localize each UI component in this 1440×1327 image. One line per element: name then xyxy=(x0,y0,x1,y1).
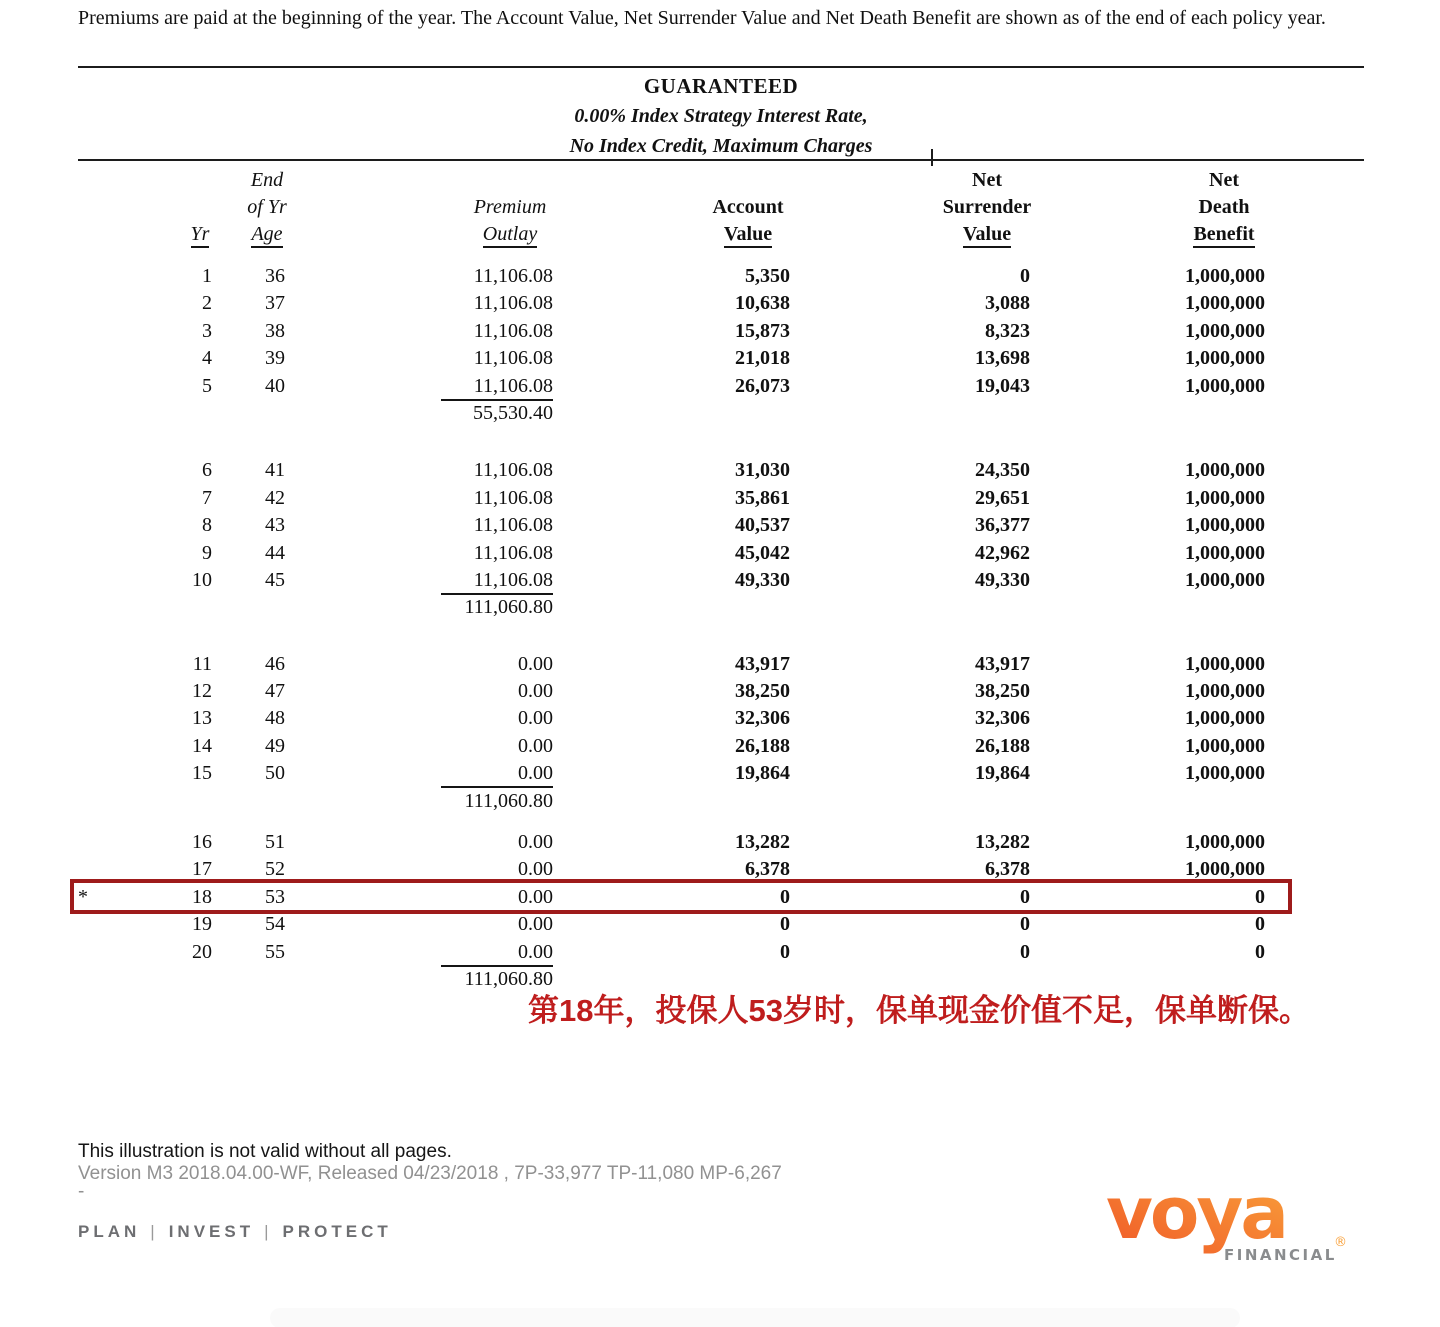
voya-wordmark: voya xyxy=(1106,1176,1286,1255)
cell-account-value: 0 xyxy=(780,913,790,936)
table-row-year-14 xyxy=(78,733,1372,760)
cell-net-death-benefit: 1,000,000 xyxy=(1185,541,1265,564)
cell-premium-outlay: 0.00 xyxy=(518,707,553,730)
cell-age: 37 xyxy=(265,292,285,315)
cell-age: 46 xyxy=(265,652,285,675)
cell-premium-outlay: 0.00 xyxy=(518,858,553,881)
cell-yr: 4 xyxy=(202,347,212,370)
lapse-annotation: 第18年，投保人53岁时，保单现金价值不足，保单断保。 xyxy=(528,993,1310,1028)
cell-age: 54 xyxy=(265,913,285,936)
cell-age: 40 xyxy=(265,374,285,397)
cell-net-surrender-value: 0 xyxy=(1020,913,1030,936)
values-table xyxy=(78,263,1372,993)
cell-account-value: 49,330 xyxy=(735,568,790,591)
cell-account-value: 45,042 xyxy=(735,541,790,564)
cell-net-death-benefit: 0 xyxy=(1255,885,1265,908)
tagline-separator: | xyxy=(264,1222,273,1241)
version-line: Version M3 2018.04.00-WF, Released 04/23/2018 , 7P-33,977 TP-11,080 MP-6,267 xyxy=(78,1163,782,1184)
premium-subtotal-value: 111,060.80 xyxy=(464,596,553,619)
premium-subtotal-value: 111,060.80 xyxy=(464,789,553,812)
cell-net-death-benefit: 1,000,000 xyxy=(1185,514,1265,537)
table-row-year-18 xyxy=(78,884,1372,911)
cell-account-value: 40,537 xyxy=(735,514,790,537)
cell-account-value: 15,873 xyxy=(735,319,790,342)
premium-subtotal-row xyxy=(78,400,1372,427)
cell-net-surrender-value: 8,323 xyxy=(985,319,1030,342)
cell-account-value: 32,306 xyxy=(735,707,790,730)
table-row-year-7 xyxy=(78,485,1372,512)
cell-net-death-benefit: 1,000,000 xyxy=(1185,652,1265,675)
brand-tagline xyxy=(78,1222,392,1242)
tagline-separator: | xyxy=(150,1222,159,1241)
cell-yr: 3 xyxy=(202,319,212,342)
table-row-year-6 xyxy=(78,457,1372,484)
column-header-yr: Yr xyxy=(160,167,240,248)
registered-mark-icon: ® xyxy=(1334,1235,1347,1250)
cell-yr: 13 xyxy=(192,707,212,730)
cell-net-death-benefit: 1,000,000 xyxy=(1185,459,1265,482)
cell-age: 43 xyxy=(265,514,285,537)
cell-premium-outlay: 0.00 xyxy=(328,939,553,966)
cell-premium-outlay: 11,106.08 xyxy=(473,541,553,564)
cell-net-death-benefit: 1,000,000 xyxy=(1185,486,1265,509)
cell-net-surrender-value: 42,962 xyxy=(975,541,1030,564)
table-row-year-2 xyxy=(78,290,1372,317)
table-row-year-12 xyxy=(78,678,1372,705)
horizontal-rule-header xyxy=(78,159,1364,161)
cell-premium-outlay: 11,106.08 xyxy=(328,373,553,400)
cell-net-surrender-value: 24,350 xyxy=(975,459,1030,482)
column-header-age: End of Yr Age xyxy=(227,167,307,248)
cell-premium-outlay: 11,106.08 xyxy=(473,514,553,537)
cell-account-value: 26,188 xyxy=(735,734,790,757)
cell-net-death-benefit: 1,000,000 xyxy=(1185,707,1265,730)
cell-yr: 5 xyxy=(202,374,212,397)
cell-account-value: 43,917 xyxy=(735,652,790,675)
tagline-plan: PLAN xyxy=(78,1222,141,1241)
cell-net-surrender-value: 32,306 xyxy=(975,707,1030,730)
validity-note: This illustration is not valid without all pages. xyxy=(78,1141,452,1162)
intro-paragraph: Premiums are paid at the beginning of the year. The Account Value, Net Surrender Value and Net Death Benefit are shown as of the end of each policy year. xyxy=(78,7,1326,29)
cell-net-surrender-value: 26,188 xyxy=(975,734,1030,757)
column-header-net-death-benefit: Net Death Benefit xyxy=(1144,167,1304,248)
cell-account-value: 6,378 xyxy=(745,858,790,881)
bottom-overlay-bar xyxy=(270,1308,1240,1327)
premium-subtotal-value: 55,530.40 xyxy=(473,401,553,424)
cell-account-value: 31,030 xyxy=(735,459,790,482)
cell-age: 48 xyxy=(265,707,285,730)
table-row-year-3 xyxy=(78,318,1372,345)
table-row-year-20 xyxy=(78,939,1372,966)
cell-net-surrender-value: 43,917 xyxy=(975,652,1030,675)
cell-net-surrender-value: 6,378 xyxy=(985,858,1030,881)
cell-yr: 15 xyxy=(192,762,212,785)
cell-net-surrender-value: 3,088 xyxy=(985,292,1030,315)
table-row-year-1 xyxy=(78,263,1372,290)
cell-account-value: 38,250 xyxy=(735,680,790,703)
cell-yr: 9 xyxy=(202,541,212,564)
cell-age: 55 xyxy=(265,940,285,963)
cell-net-surrender-value: 0 xyxy=(1020,265,1030,287)
cell-net-death-benefit: 1,000,000 xyxy=(1185,831,1265,854)
cell-net-death-benefit: 1,000,000 xyxy=(1185,319,1265,342)
cell-age: 50 xyxy=(265,762,285,785)
cell-yr: 12 xyxy=(192,680,212,703)
horizontal-rule-top xyxy=(78,66,1364,68)
cell-account-value: 21,018 xyxy=(735,347,790,370)
table-row-year-11 xyxy=(78,651,1372,678)
cell-account-value: 0 xyxy=(780,885,790,908)
cell-yr: 19 xyxy=(192,913,212,936)
tagline-invest: INVEST xyxy=(168,1222,255,1241)
cell-premium-outlay: 11,106.08 xyxy=(473,319,553,342)
cell-age: 44 xyxy=(265,541,285,564)
table-row-year-5 xyxy=(78,373,1372,400)
premium-subtotal-value: 111,060.80 xyxy=(464,967,553,990)
cell-net-death-benefit: 0 xyxy=(1255,940,1265,963)
cell-net-surrender-value: 38,250 xyxy=(975,680,1030,703)
table-row-year-15 xyxy=(78,760,1372,787)
cell-premium-outlay: 0.00 xyxy=(518,913,553,936)
premium-subtotal-row xyxy=(78,788,1372,815)
column-header-net-surrender-value: Net Surrender Value xyxy=(907,167,1067,248)
scenario-subtitle-charges: No Index Credit, Maximum Charges xyxy=(569,135,873,157)
cell-account-value: 26,073 xyxy=(735,374,790,397)
cell-net-death-benefit: 1,000,000 xyxy=(1185,762,1265,785)
cell-account-value: 5,350 xyxy=(745,265,790,287)
cell-age: 52 xyxy=(265,858,285,881)
cell-premium-outlay: 0.00 xyxy=(518,885,553,908)
cell-account-value: 13,282 xyxy=(735,831,790,854)
cell-net-death-benefit: 1,000,000 xyxy=(1185,568,1265,591)
cell-net-surrender-value: 13,698 xyxy=(975,347,1030,370)
cell-yr: 1 xyxy=(202,265,212,287)
cell-yr: 18 xyxy=(192,885,212,908)
scenario-subtitle-rate: 0.00% Index Strategy Interest Rate, xyxy=(574,105,868,127)
cell-net-death-benefit: 1,000,000 xyxy=(1185,858,1265,881)
cell-age: 47 xyxy=(265,680,285,703)
cell-age: 51 xyxy=(265,831,285,854)
block-spacer xyxy=(78,815,1372,829)
cell-net-death-benefit: 1,000,000 xyxy=(1185,734,1265,757)
tagline-protect: PROTECT xyxy=(282,1222,392,1241)
cell-age: 38 xyxy=(265,319,285,342)
cell-account-value: 0 xyxy=(780,940,790,963)
cell-net-surrender-value: 0 xyxy=(1020,940,1030,963)
cell-age: 41 xyxy=(265,459,285,482)
scenario-title: GUARANTEED xyxy=(643,74,799,98)
table-row-year-9 xyxy=(78,540,1372,567)
cell-yr: 17 xyxy=(192,858,212,881)
lapse-marker-asterisk: * xyxy=(78,885,88,908)
cell-age: 49 xyxy=(265,734,285,757)
cell-net-death-benefit: 1,000,000 xyxy=(1185,292,1265,315)
premium-subtotal-row xyxy=(78,594,1372,621)
cell-yr: 14 xyxy=(192,734,212,757)
financial-wordmark: FINANCIAL xyxy=(1224,1246,1337,1264)
cell-age: 39 xyxy=(265,347,285,370)
cell-net-surrender-value: 19,043 xyxy=(975,374,1030,397)
footer-dash: - xyxy=(78,1181,85,1202)
table-row-year-10 xyxy=(78,567,1372,594)
table-row-year-16 xyxy=(78,829,1372,856)
cell-account-value: 10,638 xyxy=(735,292,790,315)
cell-premium-outlay: 11,106.08 xyxy=(473,265,553,287)
cell-account-value: 19,864 xyxy=(735,762,790,785)
cell-yr: 7 xyxy=(202,486,212,509)
block-spacer xyxy=(78,427,1372,457)
cell-net-death-benefit: 1,000,000 xyxy=(1185,265,1265,287)
cell-premium-outlay: 0.00 xyxy=(518,680,553,703)
cell-net-death-benefit: 1,000,000 xyxy=(1185,347,1265,370)
cell-age: 42 xyxy=(265,486,285,509)
cell-premium-outlay: 11,106.08 xyxy=(473,459,553,482)
cell-net-surrender-value: 49,330 xyxy=(975,568,1030,591)
cell-age: 36 xyxy=(265,265,285,287)
block-spacer xyxy=(78,622,1372,651)
table-row-year-13 xyxy=(78,705,1372,732)
column-divider-tick xyxy=(931,149,933,166)
cell-premium-outlay: 0.00 xyxy=(518,652,553,675)
cell-yr: 16 xyxy=(192,831,212,854)
cell-net-death-benefit: 1,000,000 xyxy=(1185,680,1265,703)
cell-premium-outlay: 11,106.08 xyxy=(473,292,553,315)
cell-premium-outlay: 11,106.08 xyxy=(473,347,553,370)
cell-age: 45 xyxy=(265,568,285,591)
cell-premium-outlay: 0.00 xyxy=(328,760,553,787)
cell-net-surrender-value: 0 xyxy=(1020,885,1030,908)
cell-premium-outlay: 11,106.08 xyxy=(328,567,553,594)
table-row-year-19 xyxy=(78,911,1372,938)
cell-account-value: 35,861 xyxy=(735,486,790,509)
cell-premium-outlay: 0.00 xyxy=(518,831,553,854)
cell-net-surrender-value: 13,282 xyxy=(975,831,1030,854)
cell-net-death-benefit: 0 xyxy=(1255,913,1265,936)
cell-yr: 8 xyxy=(202,514,212,537)
cell-net-surrender-value: 29,651 xyxy=(975,486,1030,509)
cell-net-surrender-value: 36,377 xyxy=(975,514,1030,537)
cell-premium-outlay: 0.00 xyxy=(518,734,553,757)
cell-yr: 11 xyxy=(192,652,212,675)
cell-net-surrender-value: 19,864 xyxy=(975,762,1030,785)
voya-financial-logo xyxy=(1106,1176,1366,1268)
cell-yr: 20 xyxy=(192,940,212,963)
column-header-premium-outlay: Premium Outlay xyxy=(430,167,590,248)
table-row-year-8 xyxy=(78,512,1372,539)
cell-premium-outlay: 11,106.08 xyxy=(473,486,553,509)
cell-yr: 6 xyxy=(202,459,212,482)
column-header-account-value: Account Value xyxy=(668,167,828,248)
cell-yr: 10 xyxy=(192,568,212,591)
cell-net-death-benefit: 1,000,000 xyxy=(1185,374,1265,397)
cell-age: 53 xyxy=(265,885,285,908)
table-row-year-4 xyxy=(78,345,1372,372)
cell-yr: 2 xyxy=(202,292,212,315)
